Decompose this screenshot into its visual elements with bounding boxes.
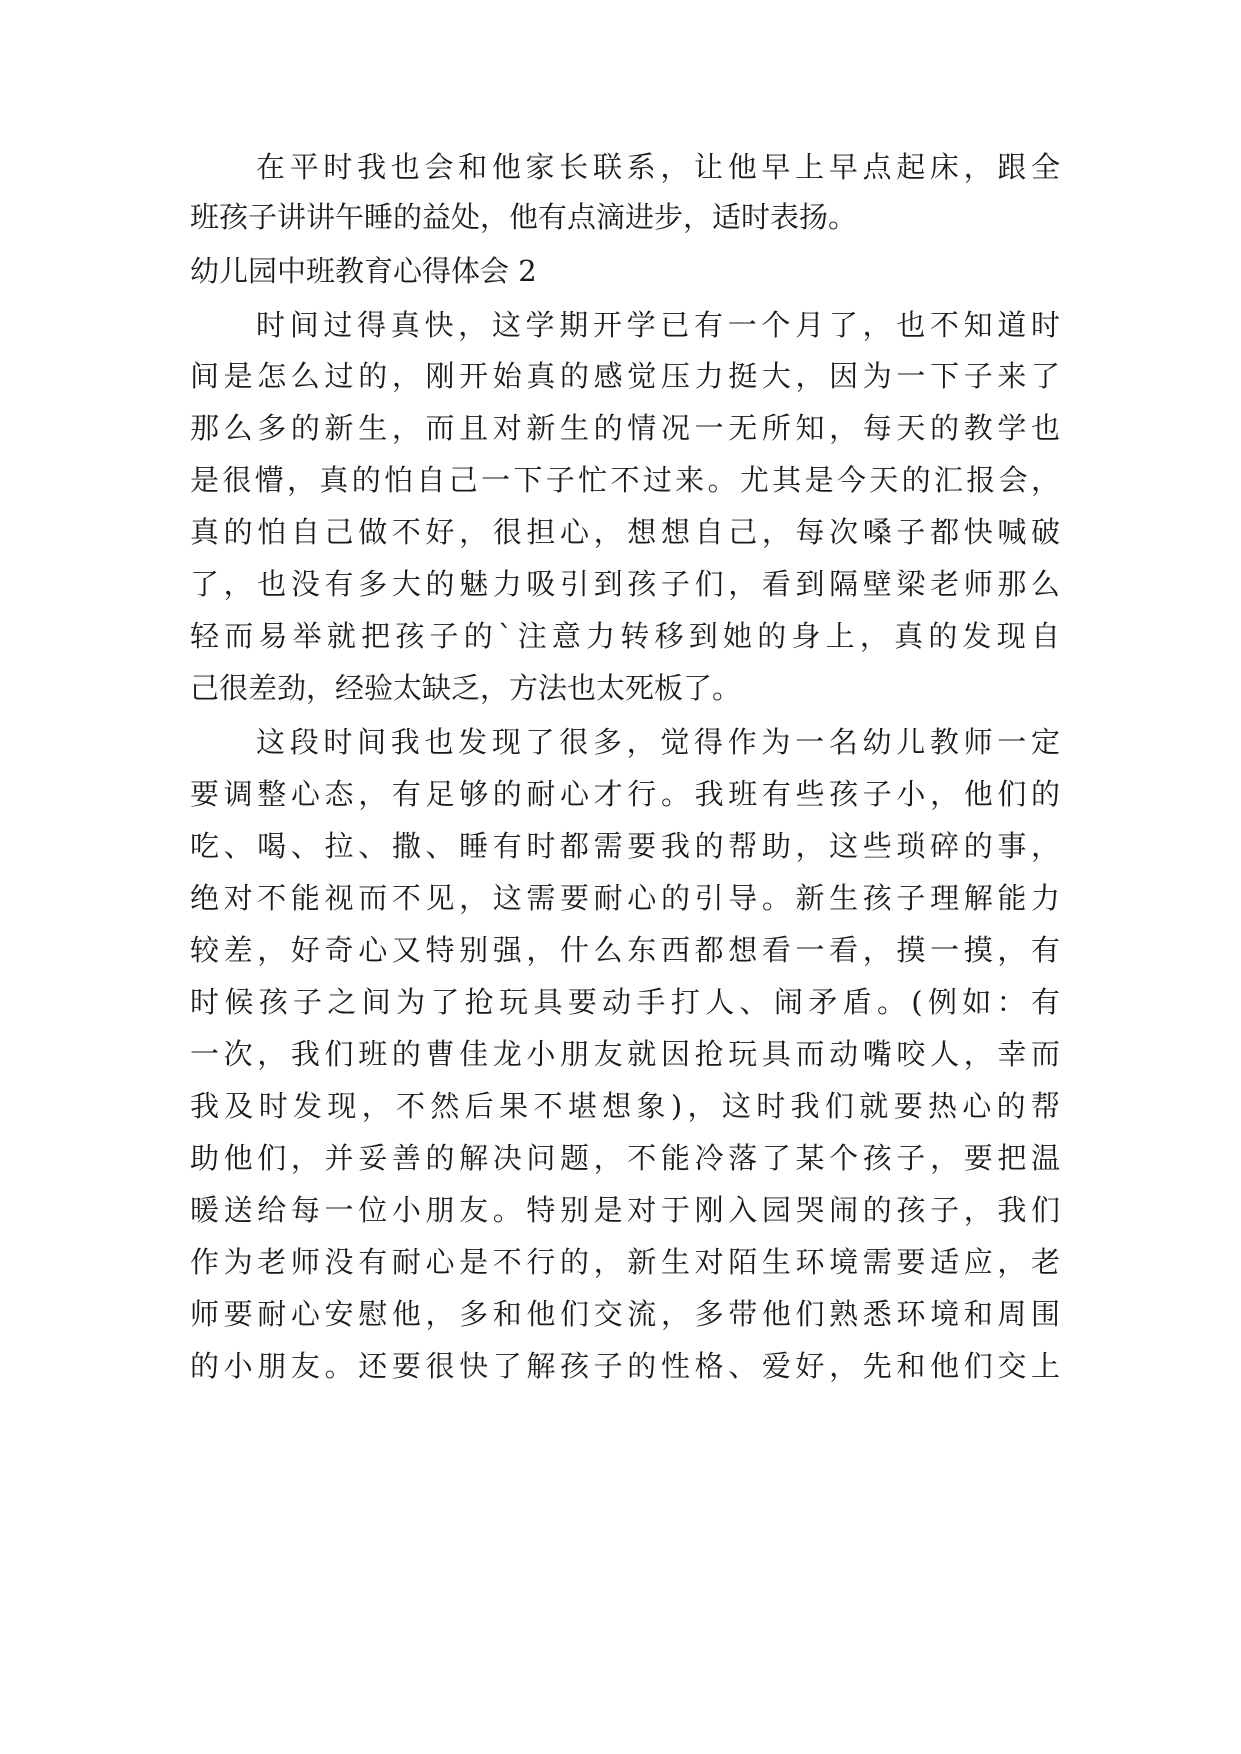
paragraph-line: 我及时发现，不然后果不堪想象)，这时我们就要热心的帮 bbox=[190, 1089, 1060, 1123]
paragraph-line: 在平时我也会和他家长联系，让他早上早点起床，跟全 bbox=[256, 150, 1060, 184]
paragraph-line: 一次，我们班的曹佳龙小朋友就因抢玩具而动嘴咬人，幸而 bbox=[190, 1037, 1060, 1071]
paragraph-line: 了，也没有多大的魅力吸引到孩子们，看到隔壁梁老师那么 bbox=[190, 567, 1060, 601]
paragraph-line: 要调整心态，有足够的耐心才行。我班有些孩子小，他们的 bbox=[190, 777, 1060, 811]
paragraph-line: 轻而易举就把孩子的`注意力转移到她的身上，真的发现自 bbox=[190, 619, 1060, 653]
paragraph-line: 暖送给每一位小朋友。特别是对于刚入园哭闹的孩子，我们 bbox=[190, 1193, 1060, 1227]
paragraph-line: 的小朋友。还要很快了解孩子的性格、爱好，先和他们交上 bbox=[190, 1349, 1060, 1383]
paragraph-line: 真的怕自己做不好，很担心，想想自己，每次嗓子都快喊破 bbox=[190, 515, 1060, 549]
paragraph-line: 绝对不能视而不见，这需要耐心的引导。新生孩子理解能力 bbox=[190, 881, 1060, 915]
paragraph-line: 己很差劲，经验太缺乏，方法也太死板了。 bbox=[190, 671, 742, 705]
paragraph-line: 这段时间我也发现了很多，觉得作为一名幼儿教师一定 bbox=[256, 725, 1060, 759]
paragraph-line: 时候孩子之间为了抢玩具要动手打人、闹矛盾。(例如：有 bbox=[190, 985, 1060, 1019]
paragraph-line: 助他们，并妥善的解决问题，不能冷落了某个孩子，要把温 bbox=[190, 1141, 1060, 1175]
paragraph-line: 时间过得真快，这学期开学已有一个月了，也不知道时 bbox=[256, 308, 1060, 342]
paragraph-line: 那么多的新生，而且对新生的情况一无所知，每天的教学也 bbox=[190, 411, 1060, 445]
paragraph-line: 班孩子讲讲午睡的益处，他有点滴进步，适时表扬。 bbox=[190, 200, 858, 234]
paragraph-line: 间是怎么过的，刚开始真的感觉压力挺大，因为一下子来了 bbox=[190, 359, 1060, 393]
paragraph-line: 师要耐心安慰他，多和他们交流，多带他们熟悉环境和周围 bbox=[190, 1297, 1060, 1331]
paragraph-line: 是很懵，真的怕自己一下子忙不过来。尤其是今天的汇报会， bbox=[190, 463, 1060, 497]
paragraph-line: 作为老师没有耐心是不行的，新生对陌生环境需要适应，老 bbox=[190, 1245, 1060, 1279]
paragraph-line: 吃、喝、拉、撒、睡有时都需要我的帮助，这些琐碎的事， bbox=[190, 829, 1060, 863]
paragraph-line: 较差，好奇心又特别强，什么东西都想看一看，摸一摸，有 bbox=[190, 933, 1060, 967]
section-heading: 幼儿园中班教育心得体会 2 bbox=[190, 254, 537, 288]
